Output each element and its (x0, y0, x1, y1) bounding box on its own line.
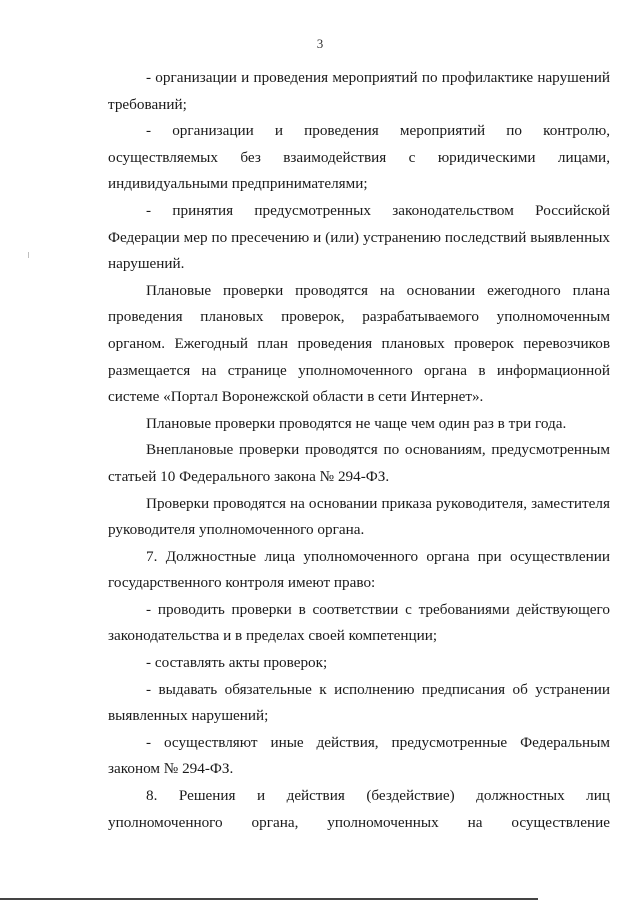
paragraph-9: - проводить проверки в соответствии с требованиями действующего законодательства и в пределах своей компетенции; (108, 600, 610, 645)
paragraph-7: Проверки проводятся на основании приказа руководителя, заместителя руководителя уполномоченного органа. (108, 494, 610, 539)
paragraph-1: - организации и проведения мероприятий по профилактике нарушений требований; (108, 69, 610, 113)
paragraph-4: Плановые проверки проводятся на основании ежегодного плана проведения плановых проверок, разрабатываемого уполномоченным органом. Ежегодный план проведения плановых проверок перевозчиков размещается на странице уполномоченного органа в информационной системе «Портал Воронежской области в сети Интернет». (108, 281, 610, 406)
paragraph-10: - составлять акты проверок; (146, 654, 328, 672)
paragraph-5: Плановые проверки проводятся не чаще чем один раз в три года. (146, 414, 567, 432)
margin-mark (28, 252, 29, 258)
paragraph-13: 8. Решения и действия (бездействие) должностных лиц уполномоченного органа, уполномоченных на осуществление (108, 787, 610, 831)
document-body (108, 65, 610, 836)
page-number: 3 (316, 36, 324, 51)
paragraph-12: - осуществляют иные действия, предусмотренные Федеральным законом № 294-ФЗ. (108, 733, 610, 778)
bottom-rule (0, 898, 538, 900)
paragraph-8: 7. Должностные лица уполномоченного органа при осуществлении государственного контроля имеют право: (108, 547, 610, 592)
paragraph-6: Внеплановые проверки проводятся по основаниям, предусмотренным статьей 10 Федерального закона № 294-ФЗ. (108, 441, 610, 485)
paragraph-2: - организации и проведения мероприятий по контролю, осуществляемых без взаимодействия с юридическими лицами, индивидуальными предпринимателями; (108, 122, 610, 193)
paragraph-3: - принятия предусмотренных законодательством Российской Федерации мер по пресечению и (или) устранению последствий выявленных нарушений. (108, 201, 610, 273)
paragraph-11: - выдавать обязательные к исполнению предписания об устранении выявленных нарушений; (108, 680, 610, 725)
